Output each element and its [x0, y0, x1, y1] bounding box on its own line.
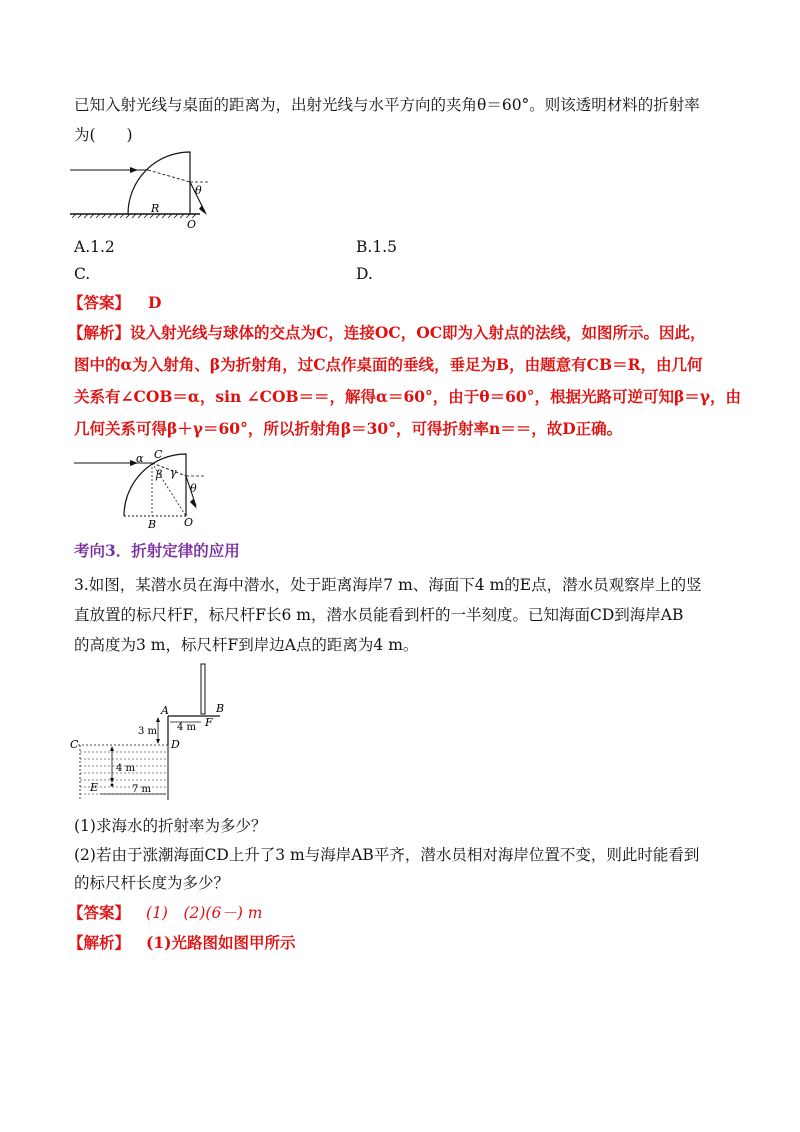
q3-answer-value: (1) (2)(6－) m [146, 904, 263, 922]
fig3-A-label: A [161, 704, 169, 717]
fig3-4m-label: 4 m [177, 722, 197, 733]
q3-stem-line1: 3.如图，某潜水员在海中潜水，处于距离海岸7 m、海面下4 m的E点，潜水员观察岸上的竖 [74, 576, 702, 594]
section-3-title: 考向3．折射定律的应用 [74, 541, 240, 560]
q2-stem-line1: 已知入射光线与桌面的距离为，出射光线与水平方向的夹角θ＝60°。则该透明材料的折射率 [74, 96, 700, 114]
fig1-O-label: O [187, 218, 197, 231]
fig2-C-label: C [154, 448, 163, 461]
fig2-gamma-label: γ [170, 466, 177, 479]
q2-option-C: C. [74, 265, 91, 283]
fig3-C-label: C [70, 738, 79, 751]
fig3-E-label: E [90, 781, 99, 794]
q3-stem-line3: 的高度为3 m，标尺杆F到岸边A点的距离为4 m。 [74, 636, 419, 654]
q2-analysis-line4: 几何关系可得β＋γ＝60°，所以折射角β＝30°，可得折射率n＝＝，故D正确。 [74, 419, 623, 438]
q2-analysis-line1 [68, 322, 706, 344]
fig3-B-label: B [216, 702, 225, 715]
q2-answer-value: D [148, 293, 162, 312]
fig3-4m-depth-label: 4 m [116, 763, 136, 774]
q3-analysis-value: (1)光路图如图甲所示 [146, 933, 296, 952]
q3-sub2-line1: (2)若由于涨潮海面CD上升了3 m与海岸AB平齐，潜水员相对海岸位置不变，则此时能看到 [74, 846, 700, 864]
q2-answer [68, 292, 161, 314]
fig2-O-label: O [184, 516, 194, 529]
fig1-R-label: R [151, 202, 160, 215]
fig2-beta-label: β [156, 468, 163, 481]
fig2-alpha-label: α [136, 452, 144, 465]
q2-stem-line2: 为( ) [74, 126, 133, 144]
q3-stem-line2: 直放置的标尺杆F，标尺杆F长6 m，潜水员能看到杆的一半刻度。已知海面CD到海岸AB [74, 606, 684, 624]
q2-answer-tag: 【答案】 [68, 293, 131, 312]
q3-sub1: (1)求海水的折射率为多少？ [74, 817, 267, 835]
fig3-7m-label: 7 m [132, 784, 152, 795]
q3-analysis-tag: 【解析】 [68, 933, 131, 952]
fig3-D-label: D [171, 738, 180, 751]
figure-1 [70, 152, 220, 232]
fig3-3m-label: 3 m [138, 726, 158, 737]
q2-analysis-tag: 【解析】 [68, 323, 131, 342]
figure-3 [70, 660, 240, 805]
figure-2 [74, 448, 204, 530]
q3-answer [68, 902, 263, 924]
q2-option-B: B.1.5 [356, 238, 397, 256]
q2-option-A: A.1.2 [74, 238, 115, 256]
q2-analysis-line3: 关系有∠COB＝α，sin ∠COB＝＝，解得α＝60°，由于θ＝60°，根据光路可逆可知β＝γ，由 [74, 387, 741, 406]
q3-sub2-line2: 的标尺杆长度为多少？ [74, 874, 230, 892]
q3-answer-tag: 【答案】 [68, 903, 131, 922]
q2-analysis-text-1: 设入射光线与球体的交点为C，连接OC，OC即为入射点的法线，如图所示。因此， [130, 323, 706, 342]
fig2-B-label: B [148, 518, 157, 531]
fig3-F-label: F [205, 716, 213, 729]
fig1-theta-label: θ [195, 184, 202, 197]
q2-option-D: D. [356, 265, 373, 283]
q3-analysis [68, 932, 295, 954]
fig2-theta-label: θ [190, 482, 197, 495]
q2-analysis-line2: 图中的α为入射角、β为折射角，过C点作桌面的垂线，垂足为B，由题意有CB＝R，由几何 [74, 355, 703, 374]
